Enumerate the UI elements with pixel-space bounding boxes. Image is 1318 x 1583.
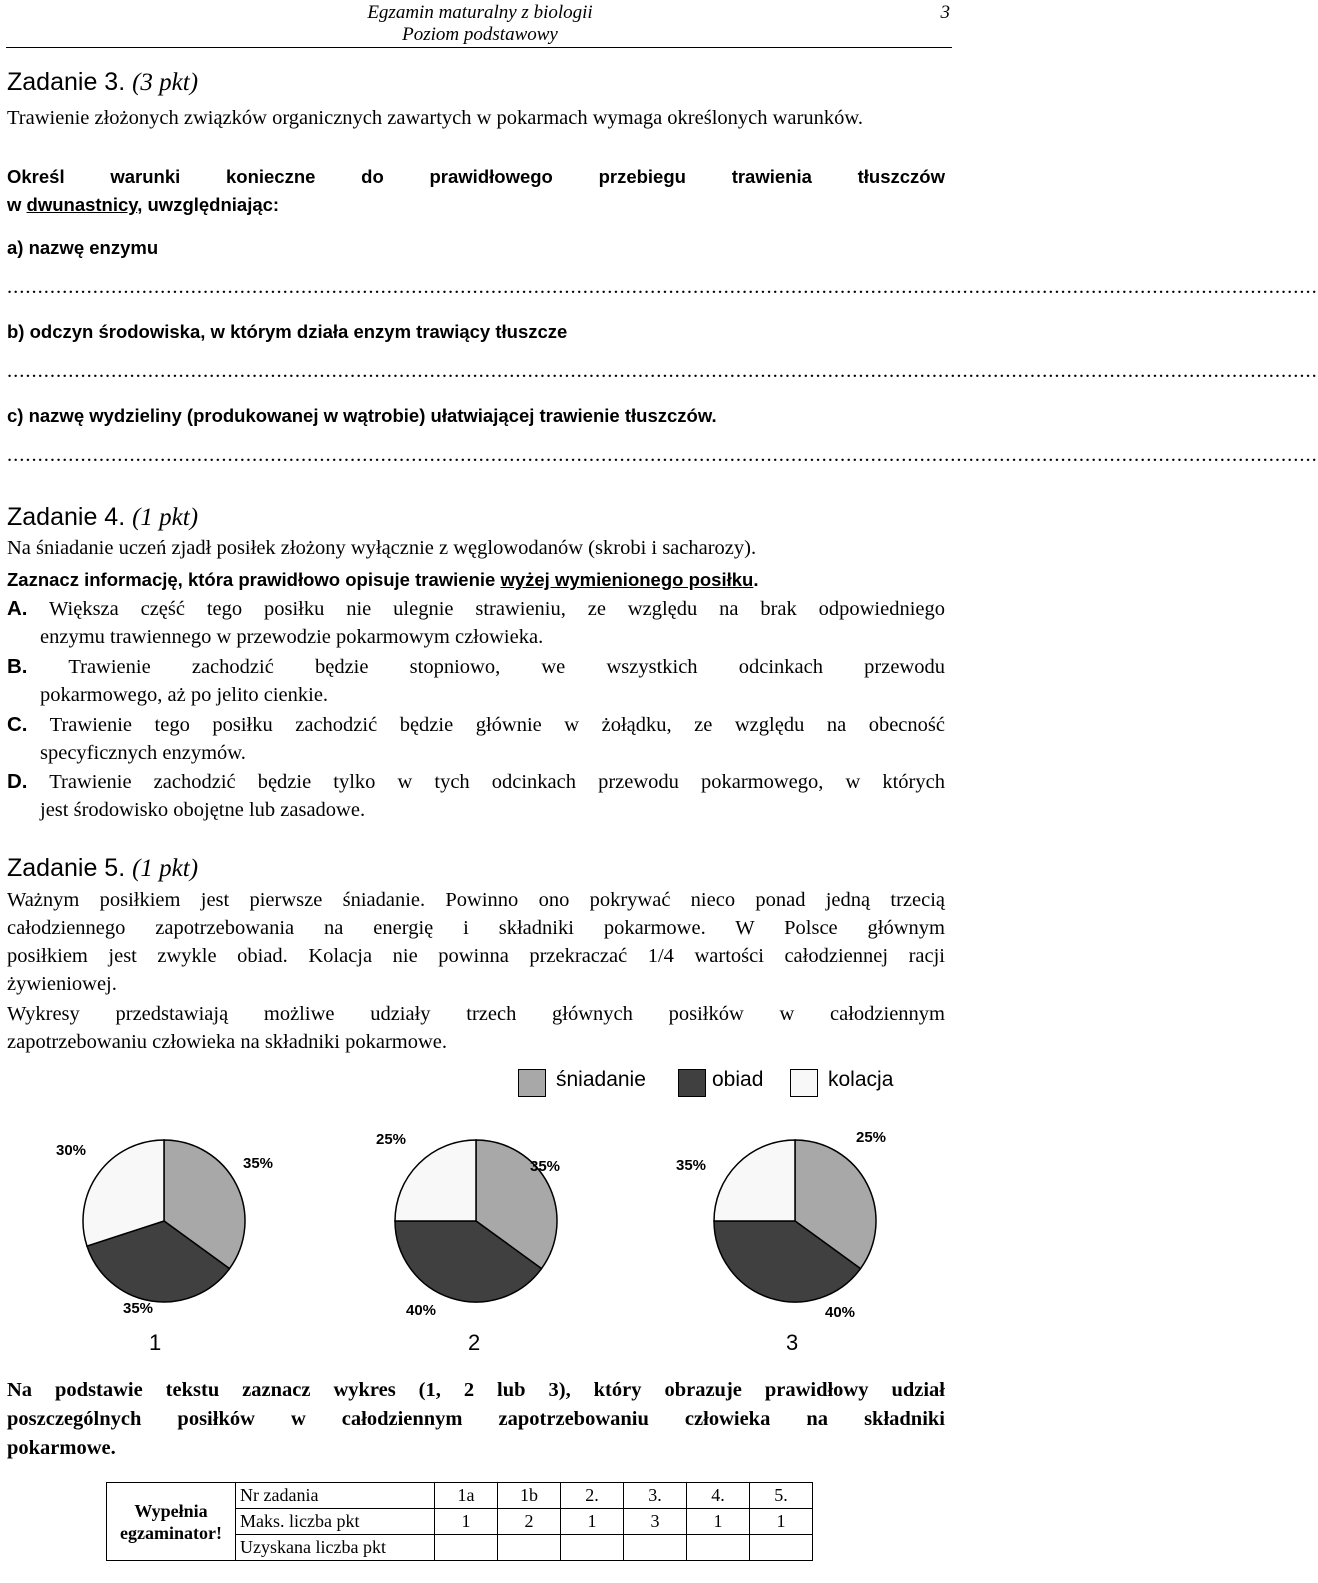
max-points-cell: 2 xyxy=(498,1509,561,1535)
score-table xyxy=(106,1482,813,1561)
task-number-cell: 1a xyxy=(435,1483,498,1509)
pie1-label-sniadanie: 35% xyxy=(243,1155,274,1172)
score-table-header-obtained: Uzyskana liczba pkt xyxy=(236,1535,435,1561)
pie1-number: 1 xyxy=(149,1330,162,1355)
legend-swatch-obiad xyxy=(678,1069,706,1097)
task5-points: (1 pkt) xyxy=(132,855,199,882)
score-table-side-label: Wypełnia egzaminator! xyxy=(107,1483,236,1561)
obtained-points-input[interactable] xyxy=(624,1535,687,1561)
task4-points: (1 pkt) xyxy=(132,504,199,531)
task3-title: Zadanie 3. (3 pkt) xyxy=(7,68,199,96)
task3-intro: Trawienie złożonych związków organicznych zawartych w pokarmach wymaga określonych warunków. xyxy=(7,107,863,129)
legend-label-sniadanie: śniadanie xyxy=(556,1068,646,1091)
legend-swatch-sniadanie xyxy=(518,1069,546,1097)
answer-line-a[interactable]: ...................................................................................................................................................................................................................... xyxy=(7,276,1318,298)
pie1-label-kolacja: 30% xyxy=(56,1142,87,1159)
max-points-cell: 1 xyxy=(435,1509,498,1535)
answer-line-c[interactable]: ...................................................................................................................................................................................................................... xyxy=(7,444,1318,466)
header-level: Poziom podstawowy xyxy=(402,24,558,45)
task5-question-line3: pokarmowe. xyxy=(7,1437,116,1459)
task4-option-d[interactable]: D. Trawienie zachodzić będzie tylko w tych odcinkach przewodu pokarmowego, w których jest środowisko obojętne lub zasadowe. xyxy=(7,770,945,821)
task5-para1-line2: całodziennego zapotrzebowania na energię i składniki pokarmowe. W Polsce głównym xyxy=(7,917,945,939)
header-divider xyxy=(6,47,952,48)
task4-option-b[interactable]: B. Trawienie zachodzić będzie stopniowo, we wszystkich odcinkach przewodu pokarmowego, aż po jelito cienkie. xyxy=(7,655,945,706)
page-header xyxy=(0,2,960,46)
task4-title: Zadanie 4. (1 pkt) xyxy=(7,503,199,531)
task5-question-line2: poszczególnych posiłków w całodziennym zapotrzebowaniu człowieka na składniki xyxy=(7,1408,945,1430)
task-number-cell: 2. xyxy=(561,1483,624,1509)
pie1-label-obiad: 35% xyxy=(123,1300,154,1317)
pie2-number: 2 xyxy=(468,1330,481,1355)
task3-points: (3 pkt) xyxy=(132,69,199,96)
page-number: 3 xyxy=(940,2,950,23)
max-points-cell: 1 xyxy=(687,1509,750,1535)
task-number-cell: 1b xyxy=(498,1483,561,1509)
task5-para1-line1: Ważnym posiłkiem jest pierwsze śniadanie. Powinno ono pokrywać nieco ponad jedną trzecią xyxy=(7,889,945,911)
task3-item-c: c) nazwę wydzieliny (produkowanej w wątrobie) ułatwiającej trawienie tłuszczów. xyxy=(7,405,717,426)
chart-legend xyxy=(518,1066,948,1100)
legend-label-obiad: obiad xyxy=(712,1068,764,1091)
obtained-points-input[interactable] xyxy=(687,1535,750,1561)
task3-instruction-line1: Określ warunki konieczne do prawidłowego przebiegu trawienia tłuszczów xyxy=(7,166,945,187)
task5-title: Zadanie 5. (1 pkt) xyxy=(7,854,199,882)
legend-label-kolacja: kolacja xyxy=(828,1068,894,1091)
score-table-header-max: Maks. liczba pkt xyxy=(236,1509,435,1535)
pie-charts xyxy=(0,1110,960,1370)
pie3-number: 3 xyxy=(786,1330,799,1355)
task5-question-line1: Na podstawie tekstu zaznacz wykres (1, 2 lub 3), który obrazuje prawidłowy udział xyxy=(7,1379,945,1401)
header-exam-title: Egzamin maturalny z biologii xyxy=(367,2,593,23)
pie3-label-kolacja: 35% xyxy=(676,1157,707,1174)
pie2-label-sniadanie: 35% xyxy=(530,1158,561,1175)
task4-intro: Na śniadanie uczeń zjadł posiłek złożony wyłącznie z węglowodanów (skrobi i sacharozy). xyxy=(7,537,757,559)
pie3-slice-kolacja xyxy=(714,1140,795,1221)
task5-para1-line3: posiłkiem jest zwykle obiad. Kolacja nie powinna przekraczać 1/4 wartości całodziennej racji xyxy=(7,945,945,967)
obtained-points-input[interactable] xyxy=(750,1535,813,1561)
obtained-points-input[interactable] xyxy=(435,1535,498,1561)
task-number-cell: 3. xyxy=(624,1483,687,1509)
pie3-label-sniadanie: 25% xyxy=(856,1129,887,1146)
pie2-label-obiad: 40% xyxy=(406,1302,437,1319)
obtained-points-input[interactable] xyxy=(561,1535,624,1561)
task3-instruction-line2: w dwunastnicy, uwzględniając: xyxy=(7,194,280,215)
task3-item-b: b) odczyn środowiska, w którym działa enzym trawiący tłuszcze xyxy=(7,321,568,342)
answer-line-b[interactable]: ...................................................................................................................................................................................................................... xyxy=(7,360,1318,382)
pie-chart-3 xyxy=(714,1140,876,1302)
task4-instruction: Zaznacz informację, która prawidłowo opisuje trawienie wyżej wymienionego posiłku. xyxy=(7,569,759,590)
pie-chart-1 xyxy=(83,1140,245,1302)
task-number-cell: 5. xyxy=(750,1483,813,1509)
max-points-cell: 1 xyxy=(561,1509,624,1535)
score-table-header-task: Nr zadania xyxy=(236,1483,435,1509)
task4-option-c[interactable]: C. Trawienie tego posiłku zachodzić będzie głównie w żołądku, ze względu na obecność specyficznych enzymów. xyxy=(7,713,945,764)
pie3-label-obiad: 40% xyxy=(825,1304,856,1321)
task4-option-a[interactable]: A. Większa część tego posiłku nie ulegnie strawieniu, ze względu na brak odpowiedniego enzymu trawiennego w przewodzie pokarmowym człowieka. xyxy=(7,597,945,648)
max-points-cell: 3 xyxy=(624,1509,687,1535)
task5-para2-line2: zapotrzebowaniu człowieka na składniki pokarmowe. xyxy=(7,1031,448,1053)
task-number-cell: 4. xyxy=(687,1483,750,1509)
task3-item-a: a) nazwę enzymu xyxy=(7,237,159,258)
legend-swatch-kolacja xyxy=(790,1069,818,1097)
max-points-cell: 1 xyxy=(750,1509,813,1535)
pie2-slice-kolacja xyxy=(395,1140,476,1221)
task5-para1-line4: żywieniowej. xyxy=(7,973,117,995)
pie2-label-kolacja: 25% xyxy=(376,1131,407,1148)
task5-para2-line1: Wykresy przedstawiają możliwe udziały trzech głównych posiłków w całodziennym xyxy=(7,1003,945,1025)
obtained-points-input[interactable] xyxy=(498,1535,561,1561)
